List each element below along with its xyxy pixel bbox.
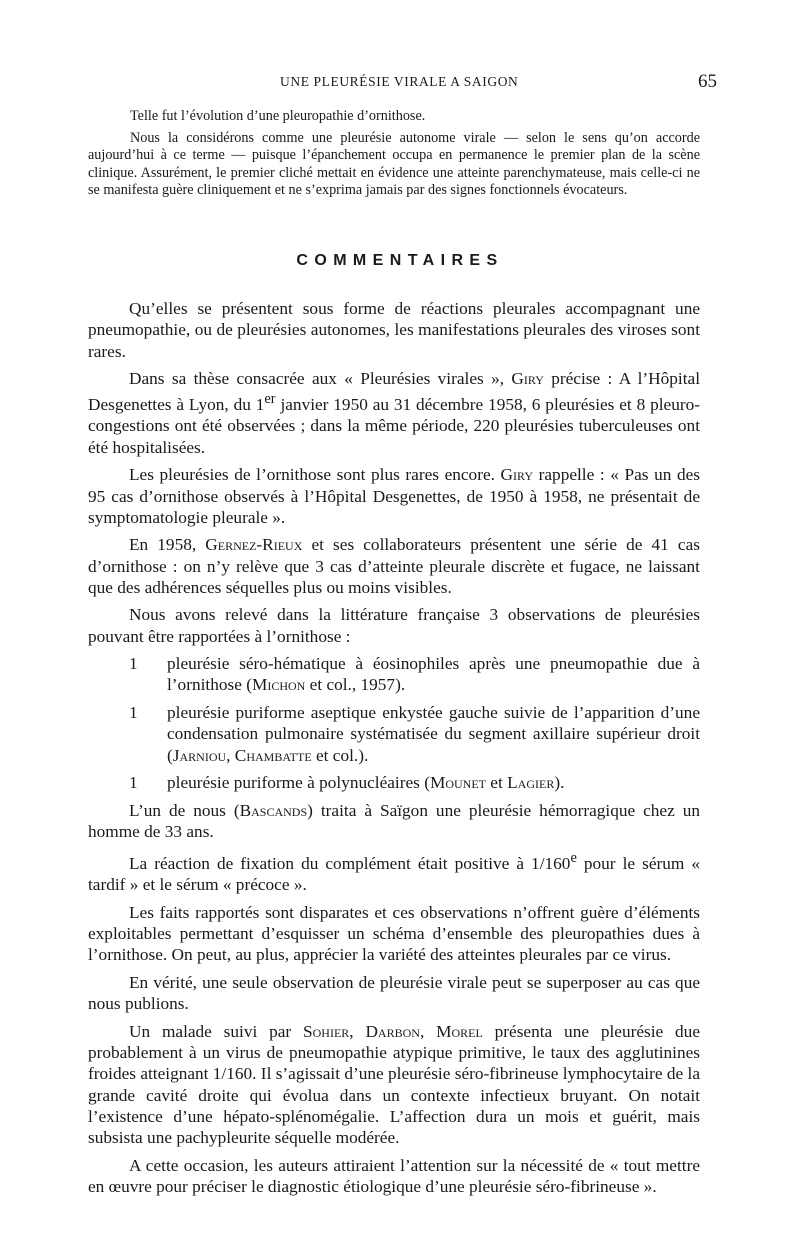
commentary-text-block [88, 298, 700, 1203]
body-paragraph: Dans sa thèse consacrée aux « Pleurésies virales », Giry précise : A l’Hôpital Desgenettes à Lyon, du 1er janvier 1950 au 31 décembre 1958, 6 pleurésies et 8 pleuro-congestions ont été observées ; dans la même période, 220 pleurésies tuberculeuses ont été hospitalisées. [88, 369, 700, 457]
body-paragraph: Qu’elles se présentent sous forme de réactions pleurales accompagnant une pneumopathie, ou de pleurésies autonomes, les manifestations pleurales des viroses sont rares. [88, 299, 700, 361]
author-name: Giry [511, 369, 544, 389]
author-name: Bascands [239, 800, 308, 820]
section-heading: COMMENTAIRES [296, 252, 504, 269]
author-name: Mounet [429, 773, 486, 793]
author-name: Chambatte [234, 745, 312, 765]
body-paragraph: La réaction de fixation du complément était positive à 1/160e pour le sérum « tardif » et le sérum « précoce ». [88, 850, 700, 895]
body-paragraph: En 1958, Gernez-Rieux et ses collaborateurs présentent une série de 41 cas d’ornithose : on n’y relève que 3 cas d’atteinte pleurale discrète et fugace, ne laissant que des adhérences séquelles plus ou moins visibles. [88, 535, 700, 597]
author-name: Michon [251, 675, 306, 695]
author-name: Giry [500, 465, 534, 485]
body-paragraph: Nous avons relevé dans la littérature française 3 observations de pleurésies pouvant être rapportées à l’ornithose : [88, 605, 700, 646]
list-item-number: 1 [129, 773, 138, 793]
intro-paragraph: Telle fut l’évolution d’une pleuropathie d’ornithose. [130, 108, 426, 124]
author-name: Sohier [303, 1021, 350, 1041]
author-name: Jarniou [172, 745, 227, 765]
list-item: 1 pleurésie puriforme aseptique enkystée gauche suivie de l’apparition d’une condensation pulmonaire systématisée du segment axillaire supérieur droit (Jarniou, Chambatte et col.). [129, 702, 700, 765]
running-header [0, 71, 800, 94]
page-number: 65 [698, 71, 717, 92]
body-paragraph: L’un de nous (Bascands) traita à Saïgon une pleurésie hémorragique chez un homme de 33 ans. [88, 800, 700, 841]
intro-paragraph: Nous la considérons comme une pleurésie autonome virale — selon le sens qu’on accorde aujourd’hui à ce terme — puisque l’épanchement occupa en permanence le premier plan de la scène clinique. Assurément, le premier cliché mettait en évidence une atteinte parenchymateuse, mais celle-ci ne se manifesta guère cliniquement et ne s’exprima jamais par des signes fonctionnels évocateurs. [88, 130, 700, 198]
body-paragraph: En vérité, une seule observation de pleurésie virale peut se superposer au cas que nous publions. [88, 972, 700, 1014]
body-paragraph: Les faits rapportés sont disparates et ces observations n’offrent guère d’éléments exploitables permettant d’esquisser un schéma d’ensemble des pleuropathies dues à l’ornithose. On peut, au plus, apprécier la variété des atteintes pleurales par ce virus. [88, 902, 700, 965]
body-paragraph: Les pleurésies de l’ornithose sont plus rares encore. Giry rappelle : « Pas un des 95 cas d’ornithose observés à l’Hôpital Desgenettes, de 1950 à 1958, ne présentait de symptomatologie pleurale ». [88, 465, 701, 527]
author-name: Morel [436, 1021, 483, 1041]
body-paragraph: Un malade suivi par Sohier, Darbon, Morel présenta une pleurésie due probablement à un virus de pneumopathie atypique primitive, le taux des agglutinines froides atteignant 1/160. Il s’agissait d’une pleurésie séro-fibrineuse lymphocytaire de la grande cavité droite qui évolua dans un contexte infectieux bruyant. On notait l’existence d’une hépato-splénomégalie. L’affection dura un mois et guérit, mais subsista une pachypleurite séquelle modérée. [88, 1021, 700, 1148]
author-name: Gernez-Rieux [205, 535, 303, 555]
body-paragraph: A cette occasion, les auteurs attiraient l’attention sur la nécessité de « tout mettre en œuvre pour préciser le diagnostic étiologique d’une pleurésie séro-fibrineuse ». [88, 1155, 700, 1196]
list-item-number: 1 [129, 654, 138, 674]
running-title: UNE PLEURÉSIE VIRALE A SAIGON [280, 74, 519, 89]
list-item: 1 pleurésie puriforme à polynucléaires (Mounet et Lagier). [129, 773, 565, 793]
list-item: 1 pleurésie séro-hématique à éosinophiles après une pneumopathie due à l’ornithose (Michon et col., 1957). [129, 654, 700, 695]
intro-text-block [88, 108, 700, 204]
author-name: Darbon [365, 1021, 420, 1041]
list-item-number: 1 [129, 702, 138, 722]
author-name: Lagier [507, 773, 555, 793]
